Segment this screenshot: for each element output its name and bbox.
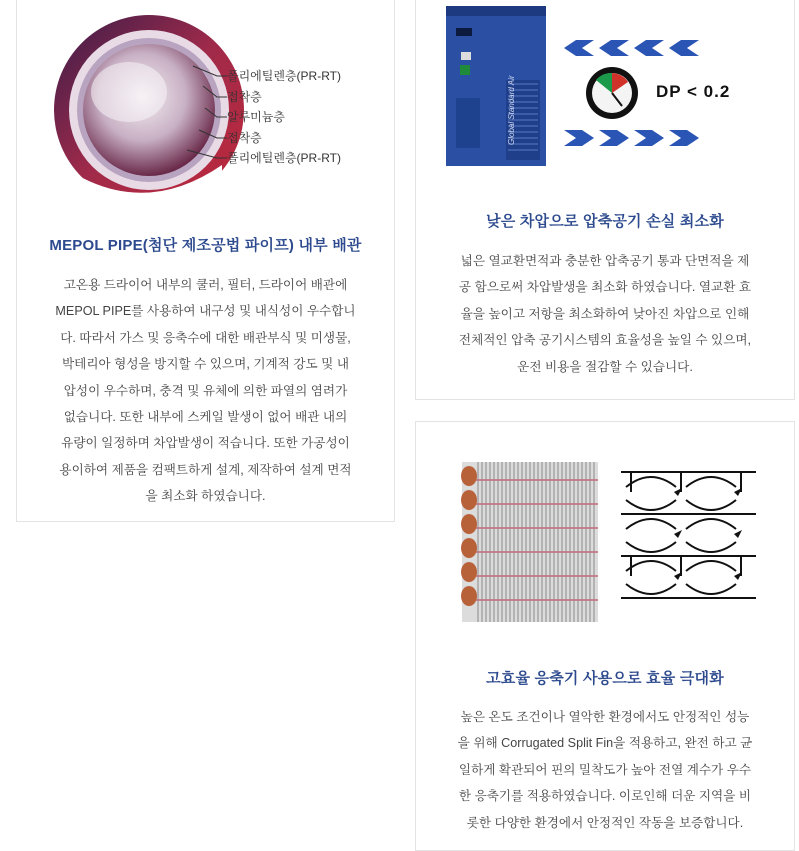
layer-label-1: 폴리에틸렌층(PR-RT) — [227, 69, 341, 83]
pipe-title: MEPOL PIPE(첨단 제조공법 파이프) 내부 배관 — [49, 237, 362, 254]
desc-line: 유량이 일정하며 차압발생이 적습니다. 또한 가공성이 — [61, 436, 350, 451]
desc-line: 높은 온도 조건이나 열악한 환경에서도 안정적인 성능 — [460, 710, 750, 724]
pressure-description — [438, 248, 772, 380]
desc-line: 다. 따라서 가스 및 응축수에 대한 배관부식 및 미생물, — [60, 330, 351, 345]
dp-value-label: DP < 0.2 — [656, 82, 731, 101]
layer-label-5: 폴리에틸렌층(PR-RT) — [227, 151, 341, 165]
desc-line: 롯한 다양한 환경에서 안정적인 작동을 보증합니다. — [466, 815, 744, 830]
condenser-image — [416, 452, 796, 662]
desc-line: 박테리아 형성을 방지할 수 있으며, 기계적 강도 및 내 — [62, 357, 349, 372]
desc-line: 넓은 열교환면적과 충분한 압축공기 통과 단면적을 제 — [460, 254, 750, 268]
desc-line: 을 최소화 하였습니다. — [145, 489, 266, 504]
desc-line: 고온용 드라이어 내부의 쿨러, 필터, 드라이어 배관에 — [63, 278, 348, 292]
desc-line: 일하게 확관되어 핀의 밀착도가 높아 전열 계수가 우수 — [458, 762, 752, 777]
condenser-card — [415, 421, 795, 851]
pressure-title: 낮은 차압으로 압축공기 손실 최소화 — [486, 213, 724, 230]
mepol-pipe-card — [16, 0, 395, 522]
condenser-description — [438, 704, 772, 836]
dryer-pressure-image — [416, 0, 796, 180]
pipe-layer-labels — [227, 66, 341, 169]
layer-label-3: 알루미늄층 — [227, 110, 285, 124]
machine-brand-text: Global Standard Air — [507, 75, 516, 145]
desc-line: 없습니다. 또한 내부에 스케일 발생이 없어 배관 내의 — [63, 410, 348, 425]
desc-line: 한 응축기를 적용하였습니다. 이로인해 더운 지역을 비 — [458, 789, 752, 804]
desc-line: 운전 비용을 절감할 수 있습니다. — [517, 359, 693, 374]
desc-line: 용이하여 제품을 컴팩트하게 설계, 제작하여 설계 면적 — [59, 462, 352, 477]
desc-line: 공 함으로써 차압발생을 최소화 하였습니다. 열교환 효 — [458, 280, 752, 295]
desc-line: 을 위해 Corrugated Split Fin을 적용하고, 완전 하고 균 — [457, 736, 753, 751]
desc-line: 압성이 우수하며, 충격 및 유체에 의한 파열의 염려가 — [63, 383, 348, 398]
desc-line: 전체적인 압축 공기시스템의 효율성을 높일 수 있으며, — [458, 333, 752, 348]
desc-line: MEPOL PIPE를 사용하여 내구성 및 내식성이 우수합니 — [55, 304, 356, 319]
desc-line: 율을 높이고 저항을 최소화하여 낮아진 차압으로 인해 — [460, 306, 750, 321]
layer-label-2: 접착층 — [227, 89, 262, 104]
layer-label-4: 접착층 — [227, 130, 262, 145]
pipe-description — [39, 272, 372, 510]
pressure-drop-card — [415, 0, 795, 400]
condenser-title: 고효율 응축기 사용으로 효율 극대화 — [486, 670, 724, 687]
